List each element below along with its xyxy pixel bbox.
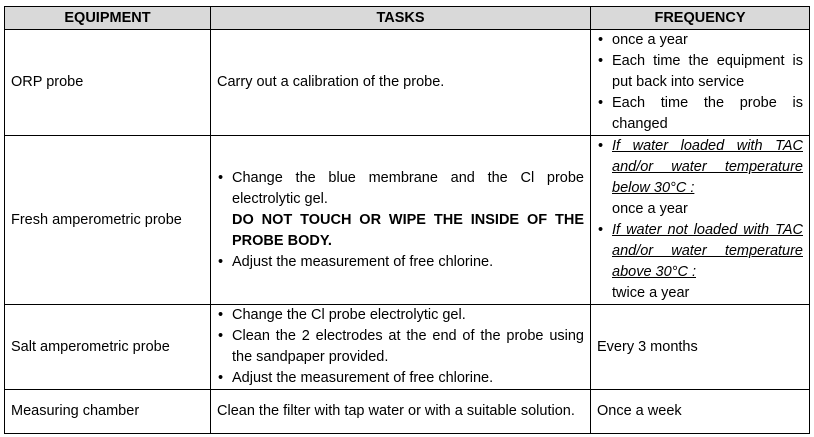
header-frequency: FREQUENCY	[591, 7, 810, 30]
list-item: • Clean the 2 electrodes at the end of the probe using the sandpaper provided.	[217, 326, 584, 368]
header-row	[5, 7, 810, 30]
warning-text: DO NOT TOUCH OR WIPE THE INSIDE OF THE PROBE BODY.	[232, 211, 584, 249]
task-list	[217, 305, 584, 389]
equipment-cell: Salt amperometric probe	[5, 305, 211, 390]
table-row	[5, 30, 810, 136]
equipment-cell: Fresh amperometric probe	[5, 136, 211, 305]
table-row	[5, 305, 810, 390]
task-list	[217, 168, 584, 210]
header-equipment: EQUIPMENT	[5, 7, 211, 30]
list-item: • Change the blue membrane and the Cl probe electrolytic gel.	[217, 168, 584, 210]
frequency-cell: Every 3 months	[591, 305, 810, 390]
task-list	[217, 252, 584, 273]
frequency-cell	[591, 30, 810, 136]
frequency-value: twice a year	[612, 285, 690, 301]
list-item: • Each time the equipment is put back into service	[597, 51, 803, 93]
task-cell: Clean the filter with tap water or with a suitable solution.	[211, 390, 591, 434]
maintenance-table	[4, 6, 810, 434]
frequency-value: once a year	[612, 201, 688, 217]
list-item: • Change the Cl probe electrolytic gel.	[217, 305, 584, 326]
list-item: • once a year	[597, 30, 803, 51]
list-item: • Adjust the measurement of free chlorine.	[217, 252, 584, 273]
frequency-cell	[591, 136, 810, 305]
list-item	[597, 136, 803, 199]
task-cell: Carry out a calibration of the probe.	[211, 30, 591, 136]
table-row	[5, 136, 810, 305]
frequency-list	[597, 136, 803, 199]
header-tasks: TASKS	[211, 7, 591, 30]
frequency-list	[597, 30, 803, 135]
frequency-condition: If water loaded with TAC and/or water temperature below 30°C :	[612, 138, 803, 196]
frequency-condition: If water not loaded with TAC and/or water temperature above 30°C :	[612, 222, 803, 280]
list-item: • Adjust the measurement of free chlorine.	[217, 368, 584, 389]
list-item: • Each time the probe is changed	[597, 93, 803, 135]
task-cell	[211, 305, 591, 390]
table-row	[5, 390, 810, 434]
task-cell	[211, 136, 591, 305]
list-item	[597, 220, 803, 283]
equipment-cell: Measuring chamber	[5, 390, 211, 434]
frequency-cell: Once a week	[591, 390, 810, 434]
frequency-list	[597, 220, 803, 283]
equipment-cell: ORP probe	[5, 30, 211, 136]
